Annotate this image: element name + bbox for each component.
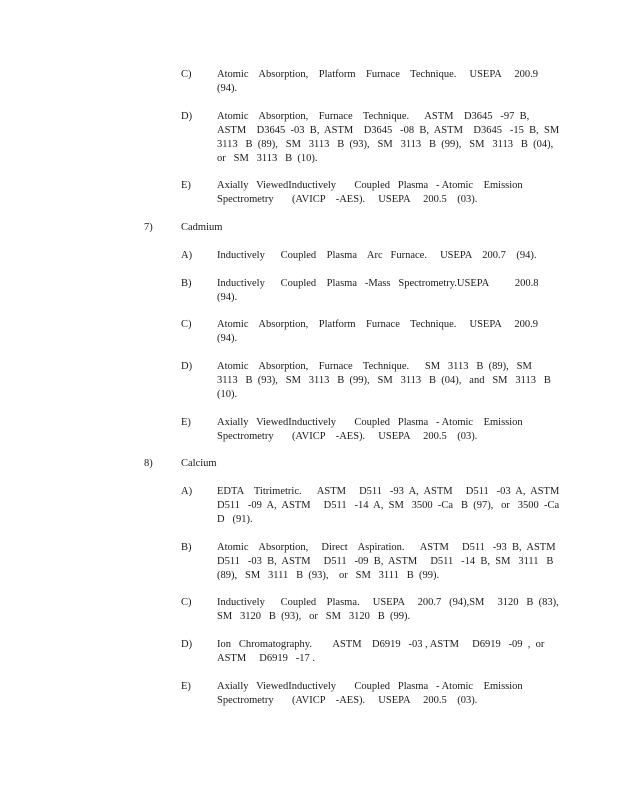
- item-label: D): [181, 639, 193, 650]
- item-text: Inductively Coupled Plasma. USEPA 200.7 (94),SM 3120 B (83), SM 3120 B (93), or SM 3120 B (99).: [217, 597, 559, 622]
- item-label: E): [181, 417, 191, 428]
- item-text: Atomic Absorption, Furnace Technique. ASTM D3645 -97 B, ASTM D3645 -03 B, ASTM D3645 -08 B, ASTM D3645 -15 B, SM 3113 B (89), SM 3113 B (93), SM 3113 B (99), SM 3113 B (04), or SM 3113 B (10).: [217, 111, 560, 164]
- item-label: B): [181, 278, 192, 289]
- item-label: A): [181, 486, 193, 497]
- section-title: Calcium: [181, 458, 217, 469]
- item-label: D): [181, 361, 193, 372]
- item-text: Inductively Coupled Plasma -Mass Spectrometry.USEPA 200.8 (94).: [217, 278, 539, 303]
- item-label: A): [181, 250, 193, 261]
- item-text: Inductively Coupled Plasma Arc Furnace. USEPA 200.7 (94).: [217, 250, 537, 261]
- item-text: Ion Chromatography. ASTM D6919 -03 , ASTM D6919 -09 , or ASTM D6919 -17 .: [217, 639, 545, 664]
- item-text: Axially ViewedInductively Coupled Plasma - Atomic Emission Spectrometry (AVICP -AES). USEPA 200.5 (03).: [217, 417, 523, 442]
- item-label: C): [181, 69, 192, 80]
- item-label: D): [181, 111, 193, 122]
- item-label: C): [181, 597, 192, 608]
- item-label: B): [181, 542, 192, 553]
- item-label: E): [181, 681, 191, 692]
- item-label: E): [181, 180, 191, 191]
- item-text: Axially ViewedInductively Coupled Plasma - Atomic Emission Spectrometry (AVICP -AES). USEPA 200.5 (03).: [217, 180, 523, 205]
- item-label: C): [181, 319, 192, 330]
- item-text: Atomic Absorption, Furnace Technique. SM 3113 B (89), SM 3113 B (93), SM 3113 B (99), SM 3113 B (04), and SM 3113 B (10).: [217, 361, 551, 400]
- section-number: 7): [144, 222, 153, 233]
- item-text: Atomic Absorption, Direct Aspiration. ASTM D511 -93 B, ASTM D511 -03 B, ASTM D511 -09 B, ASTM D511 -14 B, SM 3111 B (89), SM 3111 B (93), or SM 3111 B (99).: [217, 542, 556, 581]
- section-title: Cadmium: [181, 222, 223, 233]
- section-number: 8): [144, 458, 153, 469]
- item-text: Atomic Absorption, Platform Furnace Technique. USEPA 200.9 (94).: [217, 319, 538, 344]
- item-text: Axially ViewedInductively Coupled Plasma - Atomic Emission Spectrometry (AVICP -AES). USEPA 200.5 (03).: [217, 681, 523, 706]
- item-text: EDTA Titrimetric. ASTM D511 -93 A, ASTM D511 -03 A, ASTM D511 -09 A, ASTM D511 -14 A, SM 3500 -Ca B (97), or 3500 -Ca D (91).: [217, 486, 560, 525]
- item-text: Atomic Absorption, Platform Furnace Technique. USEPA 200.9 (94).: [217, 69, 538, 94]
